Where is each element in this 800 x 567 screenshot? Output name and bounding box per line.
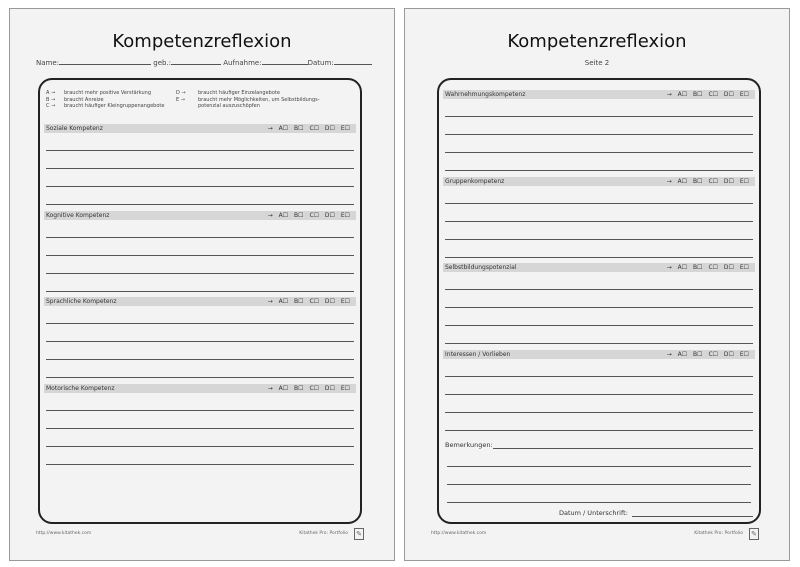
footer-url[interactable]: http://www.kitathek.com — [431, 531, 487, 536]
section-title: Kognitive Kompetenz — [46, 211, 110, 219]
signature-field[interactable] — [632, 516, 753, 517]
competence-section — [443, 177, 755, 258]
section-title: Soziale Kompetenz — [46, 125, 103, 132]
competence-section — [44, 124, 356, 205]
remarks-label: Bemerkungen: — [445, 441, 493, 449]
section-header — [443, 350, 755, 359]
writing-line[interactable] — [445, 377, 753, 395]
legend-key: C → — [46, 103, 56, 109]
competence-box — [38, 78, 362, 524]
section-title: Sprachliche Kompetenz — [46, 298, 117, 305]
legend-text: potenzial auszuschöpfen — [198, 103, 260, 109]
remarks-field[interactable] — [493, 448, 753, 449]
writing-line[interactable] — [46, 360, 354, 378]
competence-box — [437, 78, 761, 524]
rating-checkboxes[interactable]: → A☐ B☐ C☐ D☐ E☐ — [666, 264, 749, 271]
writing-line[interactable] — [46, 274, 354, 292]
legend-text: braucht Anreize — [64, 96, 104, 103]
writing-line[interactable] — [445, 135, 753, 153]
writing-line[interactable] — [46, 306, 354, 324]
writing-line[interactable] — [46, 133, 354, 151]
writing-line[interactable] — [46, 169, 354, 187]
competence-section — [44, 297, 356, 378]
writing-line[interactable] — [46, 429, 354, 447]
writing-line[interactable] — [445, 186, 753, 204]
page-1 — [9, 8, 395, 561]
datum-field[interactable] — [334, 58, 372, 65]
writing-line[interactable] — [46, 151, 354, 169]
section-header — [44, 124, 356, 133]
competence-section — [44, 384, 356, 465]
legend-key: D → — [176, 90, 186, 96]
header-fields — [36, 58, 372, 67]
writing-line[interactable] — [46, 411, 354, 429]
section-title: Gruppenkompetenz — [445, 177, 505, 185]
section-header — [44, 384, 356, 393]
writing-line[interactable] — [445, 413, 753, 431]
section-header — [44, 211, 356, 220]
rating-checkboxes[interactable]: → A☐ B☐ C☐ D☐ E☐ — [666, 91, 749, 98]
geb-label: geb.: — [153, 59, 172, 67]
writing-line[interactable] — [46, 187, 354, 205]
legend-key: B → — [46, 96, 56, 103]
competence-section — [44, 211, 356, 292]
rating-checkboxes[interactable]: → A☐ B☐ C☐ D☐ E☐ — [666, 177, 749, 185]
writing-line[interactable] — [46, 393, 354, 411]
page-subtitle: Seite 2 — [584, 59, 610, 67]
aufnahme-field[interactable] — [262, 58, 308, 65]
legend-text: braucht häufiger Einzelangebote — [198, 90, 280, 96]
writing-line[interactable] — [445, 117, 753, 135]
section-header — [443, 90, 755, 99]
writing-line[interactable] — [46, 220, 354, 238]
datum-label: Datum: — [307, 59, 334, 67]
competence-section — [443, 350, 755, 431]
section-header — [443, 263, 755, 272]
signature-label: Datum / Unterschrift: — [559, 509, 628, 517]
legend-key: E → — [176, 96, 185, 103]
section-title: Motorische Kompetenz — [46, 384, 115, 392]
writing-line[interactable] — [445, 290, 753, 308]
footer-brand: Kitathek Pro: Portfolio — [694, 531, 743, 536]
writing-line[interactable] — [445, 359, 753, 377]
aufnahme-label: Aufnahme: — [223, 59, 262, 67]
signature — [559, 508, 753, 517]
section-header — [443, 177, 755, 186]
remarks-line[interactable] — [447, 449, 751, 467]
section-header — [44, 297, 356, 306]
rating-checkboxes[interactable]: → A☐ B☐ C☐ D☐ E☐ — [267, 125, 350, 132]
page-title: Kompetenzreflexion — [112, 31, 292, 52]
writing-line[interactable] — [46, 238, 354, 256]
section-title: Wahrnehmungskompetenz — [445, 91, 526, 98]
geb-field[interactable] — [171, 58, 221, 65]
rating-checkboxes[interactable]: → A☐ B☐ C☐ D☐ E☐ — [267, 384, 350, 392]
writing-line[interactable] — [445, 153, 753, 171]
section-title: Interessen / Vorlieben — [445, 350, 511, 358]
page-title: Kompetenzreflexion — [507, 31, 687, 52]
remarks-line[interactable] — [447, 467, 751, 485]
competence-section — [443, 263, 755, 344]
page-2 — [404, 8, 790, 561]
writing-line[interactable] — [445, 204, 753, 222]
writing-line[interactable] — [445, 99, 753, 117]
writing-line[interactable] — [445, 308, 753, 326]
writing-line[interactable] — [46, 447, 354, 465]
writing-line[interactable] — [46, 324, 354, 342]
legend-text: braucht mehr positive Verstärkung — [64, 90, 151, 96]
section-title: Selbstbildungspotenzial — [445, 264, 517, 271]
portfolio-icon: ✎ — [749, 528, 759, 540]
name-field[interactable] — [59, 58, 151, 65]
remarks-line[interactable] — [447, 485, 751, 503]
writing-line[interactable] — [445, 395, 753, 413]
legend-text: braucht häufiger Kleingruppenangebote — [64, 103, 165, 109]
portfolio-icon: ✎ — [354, 528, 364, 540]
competence-section — [443, 90, 755, 171]
name-label: Name: — [36, 59, 60, 67]
footer-brand: Kitathek Pro: Portfolio — [299, 531, 348, 536]
writing-line[interactable] — [445, 272, 753, 290]
footer-url[interactable]: http://www.kitathek.com — [36, 531, 92, 536]
writing-line[interactable] — [46, 256, 354, 274]
writing-line[interactable] — [445, 326, 753, 344]
rating-checkboxes[interactable]: → A☐ B☐ C☐ D☐ E☐ — [267, 211, 350, 219]
remarks — [445, 440, 753, 503]
rating-checkboxes[interactable]: → A☐ B☐ C☐ D☐ E☐ — [267, 298, 350, 305]
writing-line[interactable] — [46, 342, 354, 360]
legend-key: A → — [46, 90, 56, 96]
writing-line[interactable] — [445, 222, 753, 240]
legend-text: braucht mehr Möglichkeiten, um Selbstbildungs- — [198, 96, 320, 103]
writing-line[interactable] — [445, 240, 753, 258]
rating-checkboxes[interactable]: → A☐ B☐ C☐ D☐ E☐ — [666, 350, 749, 358]
